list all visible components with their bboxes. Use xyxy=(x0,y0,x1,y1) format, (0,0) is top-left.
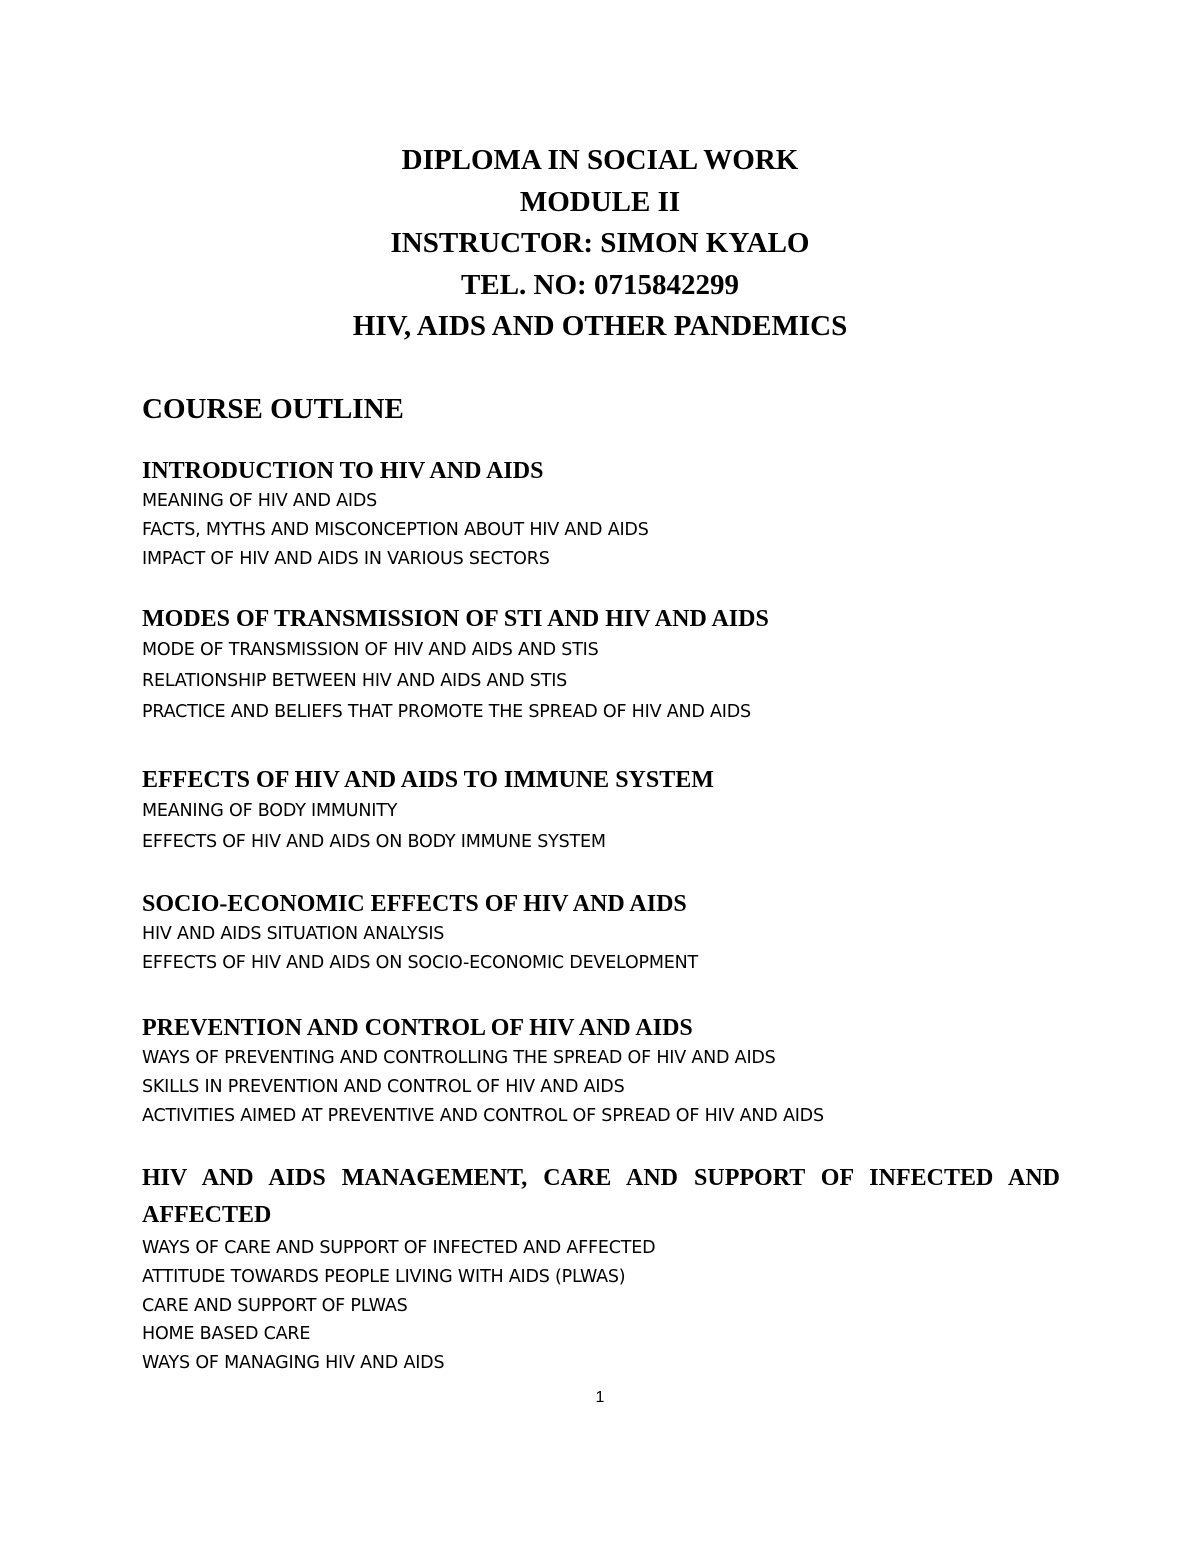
page-number: 1 xyxy=(595,1389,605,1406)
section-heading: EFFECTS OF HIV AND AIDS TO IMMUNE SYSTEM xyxy=(142,767,714,793)
section-management-care xyxy=(142,1160,1060,1378)
section-transmission xyxy=(142,603,1060,728)
section-heading: HIV AND AIDS MANAGEMENT, CARE AND SUPPORT OF INFECTED AND AFFECTED xyxy=(142,1165,1060,1228)
list-item: MEANING OF BODY IMMUNITY xyxy=(142,801,398,821)
list-item: IMPACT OF HIV AND AIDS IN VARIOUS SECTORS xyxy=(142,548,550,569)
outline-heading: COURSE OUTLINE xyxy=(142,393,404,425)
list-item: SKILLS IN PREVENTION AND CONTROL OF HIV AND AIDS xyxy=(142,1076,625,1097)
list-item: FACTS, MYTHS AND MISCONCEPTION ABOUT HIV AND AIDS xyxy=(142,519,649,540)
section-item-list xyxy=(142,635,1060,728)
section-item-list xyxy=(142,796,1060,858)
list-item: RELATIONSHIP BETWEEN HIV AND AIDS AND STIS xyxy=(142,671,568,691)
section-immune-system xyxy=(142,764,1060,858)
section-socio-economic xyxy=(142,888,1060,978)
course-title: HIV, AIDS AND OTHER PANDEMICS xyxy=(352,310,848,342)
document-header xyxy=(0,140,1200,348)
list-item: ACTIVITIES AIMED AT PREVENTIVE AND CONTROL OF SPREAD OF HIV AND AIDS xyxy=(142,1105,824,1126)
instructor-line: INSTRUCTOR: SIMON KYALO xyxy=(390,227,810,259)
list-item: CARE AND SUPPORT OF PLWAS xyxy=(142,1295,408,1316)
section-item-list xyxy=(142,1044,1060,1130)
telephone-line: TEL. NO: 0715842299 xyxy=(461,268,739,301)
module-title: MODULE II xyxy=(519,185,681,218)
list-item: HOME BASED CARE xyxy=(142,1324,311,1345)
section-heading: SOCIO-ECONOMIC EFFECTS OF HIV AND AIDS xyxy=(142,891,687,917)
list-item: WAYS OF MANAGING HIV AND AIDS xyxy=(142,1353,445,1374)
list-item: MEANING OF HIV AND AIDS xyxy=(142,491,378,511)
section-heading: PREVENTION AND CONTROL OF HIV AND AIDS xyxy=(142,1015,693,1041)
section-item-list xyxy=(142,487,1060,573)
list-item: EFFECTS OF HIV AND AIDS ON SOCIO-ECONOMIC DEVELOPMENT xyxy=(142,952,699,973)
list-item: WAYS OF PREVENTING AND CONTROLLING THE SPREAD OF HIV AND AIDS xyxy=(142,1048,776,1068)
list-item: ATTITUDE TOWARDS PEOPLE LIVING WITH AIDS (PLWAS) xyxy=(142,1266,626,1287)
list-item: HIV AND AIDS SITUATION ANALYSIS xyxy=(142,924,445,944)
section-item-list xyxy=(142,1234,1060,1378)
section-heading: MODES OF TRANSMISSION OF STI AND HIV AND AIDS xyxy=(142,606,769,632)
section-prevention xyxy=(142,1012,1060,1130)
section-heading: INTRODUCTION TO HIV AND AIDS xyxy=(142,458,544,484)
list-item: EFFECTS OF HIV AND AIDS ON BODY IMMUNE SYSTEM xyxy=(142,832,606,852)
program-title: DIPLOMA IN SOCIAL WORK xyxy=(401,144,799,176)
section-item-list xyxy=(142,920,1060,978)
list-item: PRACTICE AND BELIEFS THAT PROMOTE THE SPREAD OF HIV AND AIDS xyxy=(142,702,751,722)
section-introduction xyxy=(142,455,1060,573)
list-item: MODE OF TRANSMISSION OF HIV AND AIDS AND STIS xyxy=(142,640,599,660)
list-item: WAYS OF CARE AND SUPPORT OF INFECTED AND AFFECTED xyxy=(142,1238,656,1258)
